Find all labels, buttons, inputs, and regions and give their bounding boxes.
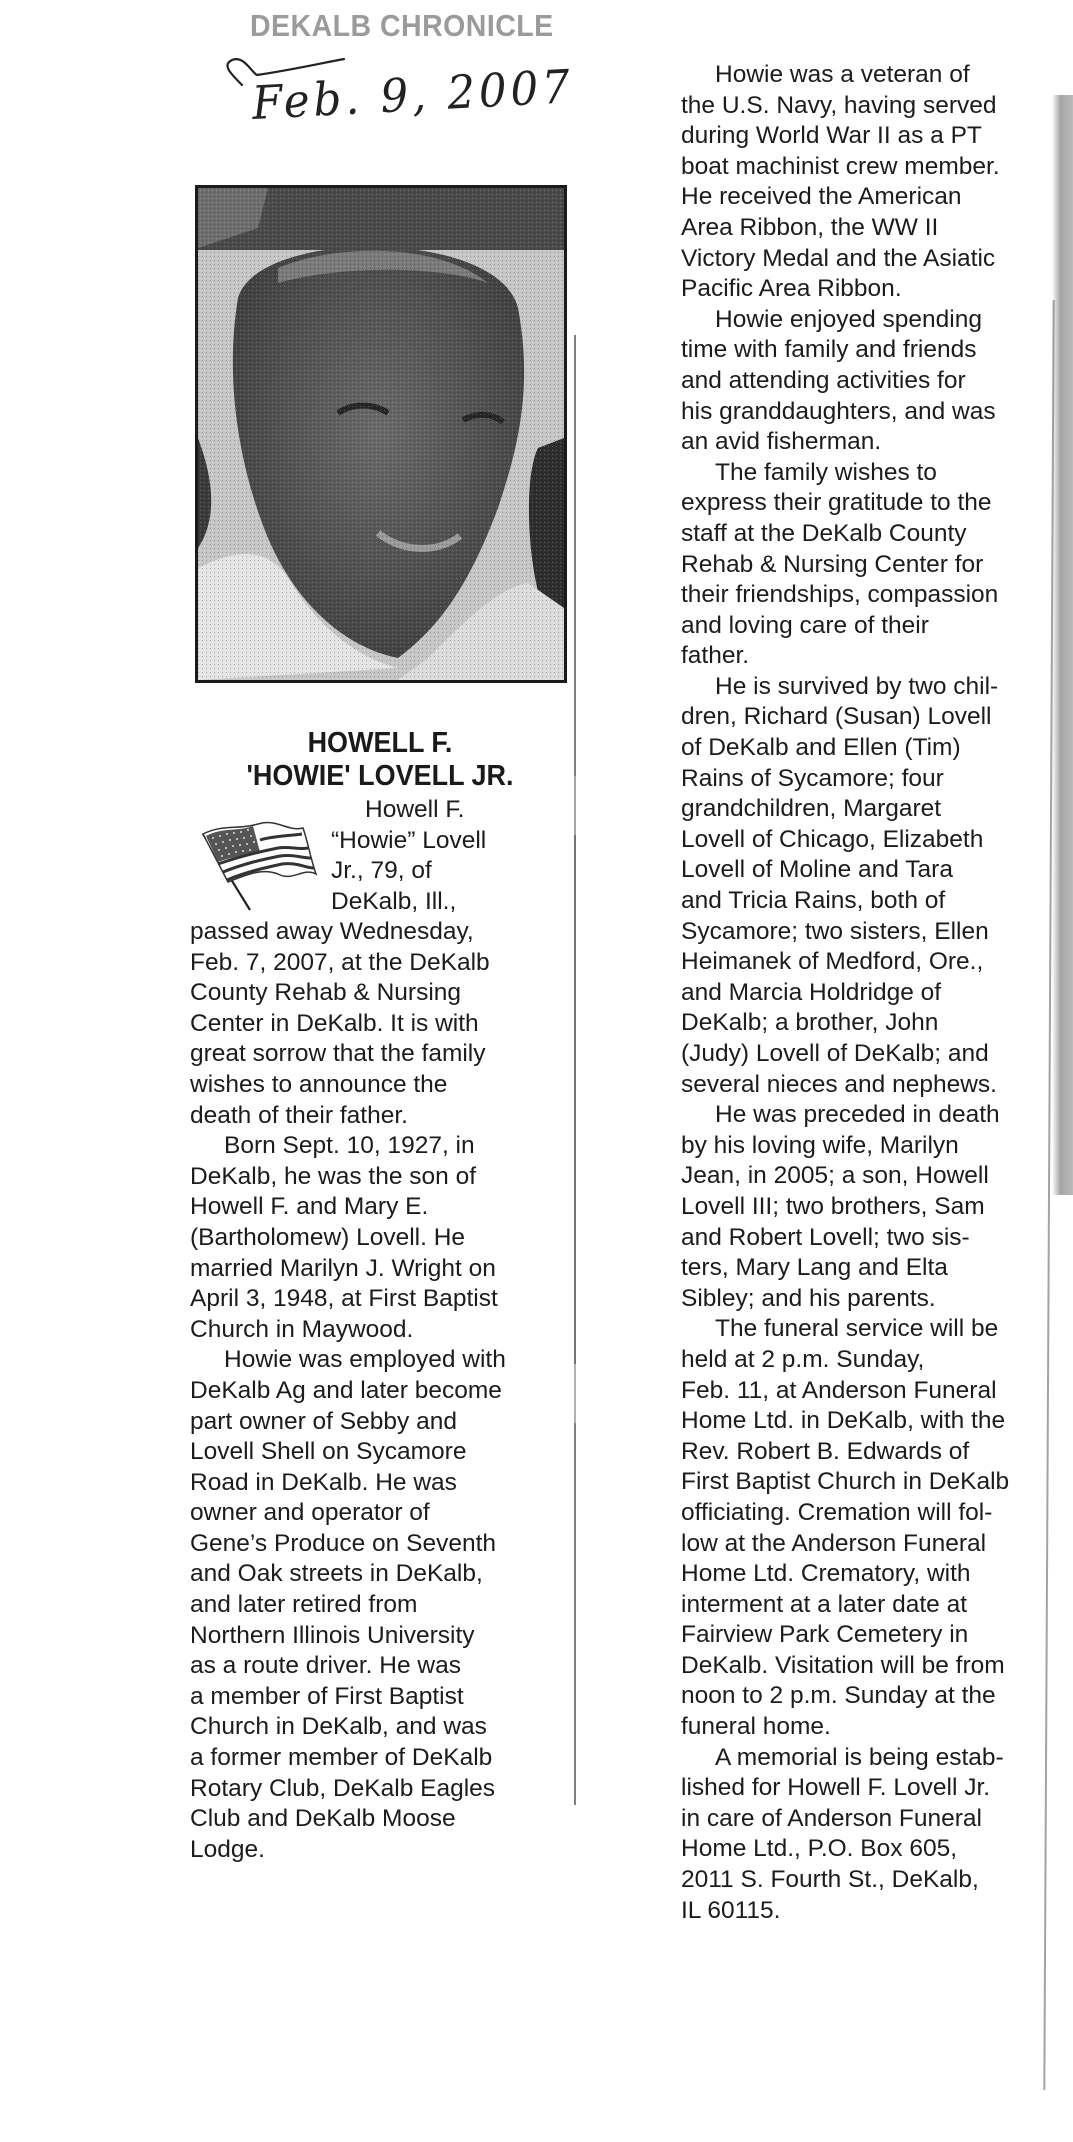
- left-column-lead: [331, 795, 565, 917]
- text-line: Home Ltd. Crematory, with: [681, 1560, 971, 1588]
- text-line: and attending activities for: [681, 366, 966, 394]
- text-line: Fairview Park Cemetery in: [681, 1621, 969, 1649]
- text-line: Lovell III; two brothers, Sam: [681, 1192, 985, 1220]
- paragraph-start-line: The funeral service will be: [715, 1315, 999, 1343]
- text-line: Sibley; and his parents.: [681, 1284, 936, 1312]
- text-line: DeKalb Ag and later become: [190, 1376, 502, 1404]
- text-line: lished for Howell F. Lovell Jr.: [681, 1774, 991, 1802]
- text-line: Area Ribbon, the WW II: [681, 213, 939, 241]
- text-line: Lovell of Chicago, Elizabeth: [681, 825, 984, 853]
- text-line: owner and operator of: [190, 1499, 430, 1527]
- text-line: passed away Wednesday,: [190, 918, 474, 945]
- newspaper-stamp: DEKALB CHRONICLE: [250, 8, 554, 43]
- text-line: an avid fisherman.: [681, 428, 882, 456]
- text-line: (Bartholomew) Lovell. He: [190, 1223, 466, 1251]
- right-column-body: [681, 60, 1051, 1926]
- text-line: Gene’s Produce on Seventh: [190, 1529, 497, 1557]
- text-line: Feb. 7, 2007, at the DeKalb: [190, 948, 490, 976]
- text-line: DeKalb; a brother, John: [681, 1009, 939, 1037]
- text-line: the U.S. Navy, having served: [681, 91, 997, 119]
- text-line: interment at a later date at: [681, 1590, 967, 1618]
- text-line: County Rehab & Nursing: [190, 979, 462, 1007]
- text-line: funeral home.: [681, 1713, 831, 1741]
- text-line: and loving care of their: [681, 611, 929, 639]
- text-line: Pacific Area Ribbon.: [681, 275, 902, 303]
- text-line: low at the Anderson Funeral: [681, 1529, 987, 1557]
- text-line: in care of Anderson Funeral: [681, 1804, 982, 1832]
- american-flag-icon: [198, 812, 318, 912]
- text-line: Lovell of Moline and Tara: [681, 856, 953, 884]
- text-line: Jr., 79, of: [331, 857, 432, 885]
- text-line: and Oak streets in DeKalb,: [190, 1560, 483, 1588]
- text-line: wishes to announce the: [190, 1070, 448, 1098]
- text-line: Sycamore; two sisters, Ellen: [681, 917, 989, 945]
- text-line: as a route driver. He was: [190, 1652, 461, 1680]
- paragraph-start-line: The family wishes to: [715, 458, 937, 486]
- text-line: DeKalb. Visitation will be from: [681, 1651, 1005, 1679]
- text-line: Rotary Club, DeKalb Eagles: [190, 1774, 496, 1802]
- text-line: and Marcia Holdridge of: [681, 978, 942, 1006]
- text-line: DeKalb, he was the son of: [190, 1162, 477, 1190]
- text-line: staff at the DeKalb County: [681, 519, 967, 547]
- text-line: Lovell Shell on Sycamore: [190, 1438, 467, 1466]
- text-line: boat machinist crew member.: [681, 152, 1000, 180]
- headline-line-2: 'HOWIE' LOVELL JR.: [246, 760, 514, 792]
- text-line: (Judy) Lovell of DeKalb; and: [681, 1040, 989, 1067]
- text-line: Home Ltd., P.O. Box 605,: [681, 1835, 958, 1863]
- paragraph-start-line: He is survived by two chil-: [715, 672, 999, 700]
- text-line: time with family and friends: [681, 336, 977, 364]
- text-line: Club and DeKalb Moose: [190, 1805, 456, 1833]
- obituary-headline: [194, 727, 566, 793]
- text-line: IL 60115.: [681, 1896, 781, 1924]
- text-line: a former member of DeKalb: [190, 1744, 493, 1772]
- text-line: death of their father.: [190, 1101, 408, 1129]
- text-line: several nieces and nephews.: [681, 1070, 997, 1098]
- handwritten-date-area: [222, 55, 575, 145]
- text-line: great sorrow that the family: [190, 1040, 486, 1068]
- text-line: Home Ltd. in DeKalb, with the: [681, 1407, 1006, 1435]
- text-line: married Marilyn J. Wright on: [190, 1254, 496, 1282]
- text-line: by his loving wife, Marilyn: [681, 1131, 959, 1159]
- text-line: of DeKalb and Ellen (Tim): [681, 734, 961, 762]
- text-line: Center in DeKalb. It is with: [190, 1009, 479, 1037]
- text-line: Lodge.: [190, 1835, 265, 1863]
- text-line: Road in DeKalb. He was: [190, 1468, 457, 1496]
- text-line: He received the American: [681, 183, 962, 211]
- text-line: Rev. Robert B. Edwards of: [681, 1437, 970, 1465]
- text-line: held at 2 p.m. Sunday,: [681, 1345, 925, 1373]
- left-column-body: [190, 917, 560, 1865]
- text-line: Feb. 11, at Anderson Funeral: [681, 1376, 997, 1404]
- headline-line-1: HOWELL F.: [307, 727, 453, 759]
- text-line: Howell F. and Mary E.: [190, 1193, 429, 1221]
- text-line: dren, Richard (Susan) Lovell: [681, 703, 992, 731]
- text-line: noon to 2 p.m. Sunday at the: [681, 1682, 996, 1710]
- scan-edge-shadow: [1052, 95, 1073, 1195]
- text-line: ters, Mary Lang and Elta: [681, 1254, 948, 1282]
- text-line: father.: [681, 642, 750, 670]
- paragraph-start-line: Born Sept. 10, 1927, in: [224, 1132, 475, 1160]
- text-line: Rains of Sycamore; four: [681, 764, 944, 792]
- text-line: April 3, 1948, at First Baptist: [190, 1285, 498, 1313]
- paragraph-start-line: He was preceded in death: [715, 1101, 1000, 1129]
- text-line: and Robert Lovell; two sis-: [681, 1223, 970, 1251]
- text-line: his granddaughters, and was: [681, 397, 996, 425]
- portrait-photo: [195, 185, 567, 683]
- text-line: their friendships, compassion: [681, 581, 999, 609]
- text-line: during World War II as a PT: [681, 122, 982, 150]
- paragraph-start-line: Howie was employed with: [224, 1346, 506, 1374]
- text-line: “Howie” Lovell: [331, 826, 487, 854]
- text-line: grandchildren, Margaret: [681, 795, 942, 823]
- text-line: DeKalb, Ill.,: [331, 887, 457, 915]
- text-line: First Baptist Church in DeKalb: [681, 1468, 1010, 1496]
- handwritten-date: Feb. 9, 2007: [250, 59, 575, 130]
- text-line: Northern Illinois University: [190, 1621, 475, 1649]
- text-line: Church in DeKalb, and was: [190, 1713, 487, 1741]
- text-line: Howell F.: [365, 796, 465, 823]
- paragraph-start-line: A memorial is being estab-: [715, 1743, 1004, 1771]
- text-line: and later retired from: [190, 1591, 418, 1619]
- text-line: part owner of Sebby and: [190, 1407, 457, 1435]
- text-line: Jean, in 2005; a son, Howell: [681, 1162, 989, 1190]
- column-divider: [574, 335, 576, 1805]
- text-line: Church in Maywood.: [190, 1315, 414, 1343]
- text-line: a member of First Baptist: [190, 1682, 464, 1710]
- text-line: 2011 S. Fourth St., DeKalb,: [681, 1866, 979, 1894]
- text-line: officiating. Cremation will fol-: [681, 1498, 993, 1526]
- text-line: Heimanek of Medford, Ore.,: [681, 948, 984, 976]
- text-line: express their gratitude to the: [681, 489, 992, 517]
- portrait-image: [198, 188, 564, 680]
- text-line: and Tricia Rains, both of: [681, 887, 946, 915]
- text-line: Victory Medal and the Asiatic: [681, 244, 996, 272]
- text-line: Rehab & Nursing Center for: [681, 550, 984, 578]
- paragraph-start-line: Howie enjoyed spending: [715, 305, 982, 333]
- paragraph-start-line: Howie was a veteran of: [715, 61, 970, 88]
